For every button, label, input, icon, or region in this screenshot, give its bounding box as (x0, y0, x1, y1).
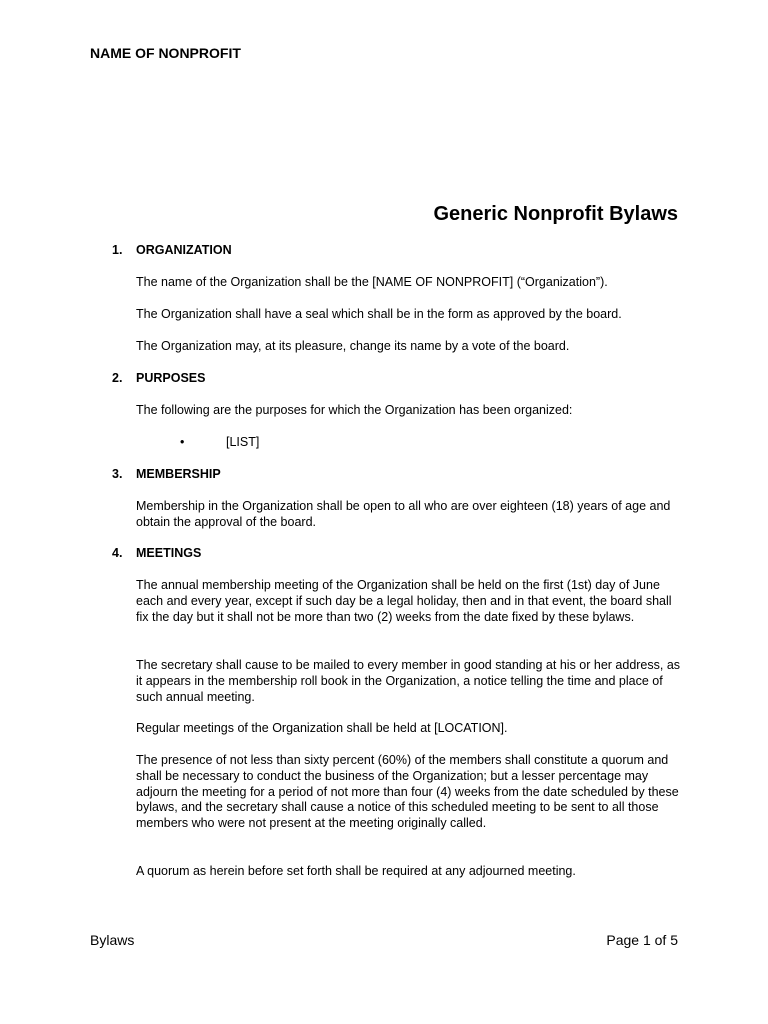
page-number: Page 1 of 5 (606, 932, 678, 948)
section-number: 4. (112, 546, 123, 560)
document-title: Generic Nonprofit Bylaws (433, 203, 678, 225)
paragraph: A quorum as herein before set forth shall be required at any adjourned meeting. (136, 864, 576, 878)
header-org-name: NAME OF NONPROFIT (90, 45, 241, 61)
section-number: 2. (112, 371, 123, 385)
paragraph: The annual membership meeting of the Organization shall be held on the first (1st) day of June each and every year, except if such day be a legal holiday, then and in that event, the board shall fix the day but it shall not be more than two (2) weeks from the date fixed by these bylaws. (136, 578, 672, 624)
section-heading-meetings (112, 546, 201, 560)
paragraph: Regular meetings of the Organization shall be held at [LOCATION]. (136, 721, 508, 735)
paragraph: The secretary shall cause to be mailed to every member in good standing at his or her address, as it appears in the membership roll book in the Organization, a notice telling the time and place of such annual meeting. (136, 658, 681, 704)
paragraph: The name of the Organization shall be the [NAME OF NONPROFIT] (“Organization”). (136, 275, 608, 289)
paragraph: Membership in the Organization shall be open to all who are over eighteen (18) years of age and obtain the approval of the board. (136, 499, 671, 529)
paragraph: The presence of not less than sixty percent (60%) of the members shall constitute a quorum and shall be necessary to conduct the business of the Organization; but a lesser percentage may adjourn the meeting for a period of not more than four (4) weeks from the date scheduled by these bylaws, and the secretary shall cause a notice of this scheduled meeting to be sent to all those members who were not present at the meeting originally called. (136, 753, 679, 831)
footer-label: Bylaws (90, 932, 135, 948)
paragraph: The Organization may, at its pleasure, change its name by a vote of the board. (136, 339, 570, 353)
bullet-icon: • (180, 435, 185, 449)
section-heading-organization (112, 243, 232, 257)
section-heading-purposes (112, 371, 205, 385)
section-title: MEETINGS (136, 546, 202, 560)
section-title: ORGANIZATION (136, 243, 232, 257)
section-number: 3. (112, 467, 123, 481)
list-item-text: [LIST] (226, 435, 260, 449)
section-title: PURPOSES (136, 371, 206, 385)
paragraph: The Organization shall have a seal which shall be in the form as approved by the board. (136, 307, 622, 321)
section-number: 1. (112, 243, 123, 257)
list-item (180, 435, 259, 449)
section-title: MEMBERSHIP (136, 467, 221, 481)
section-heading-membership (112, 467, 221, 481)
paragraph: The following are the purposes for which the Organization has been organized: (136, 403, 573, 417)
